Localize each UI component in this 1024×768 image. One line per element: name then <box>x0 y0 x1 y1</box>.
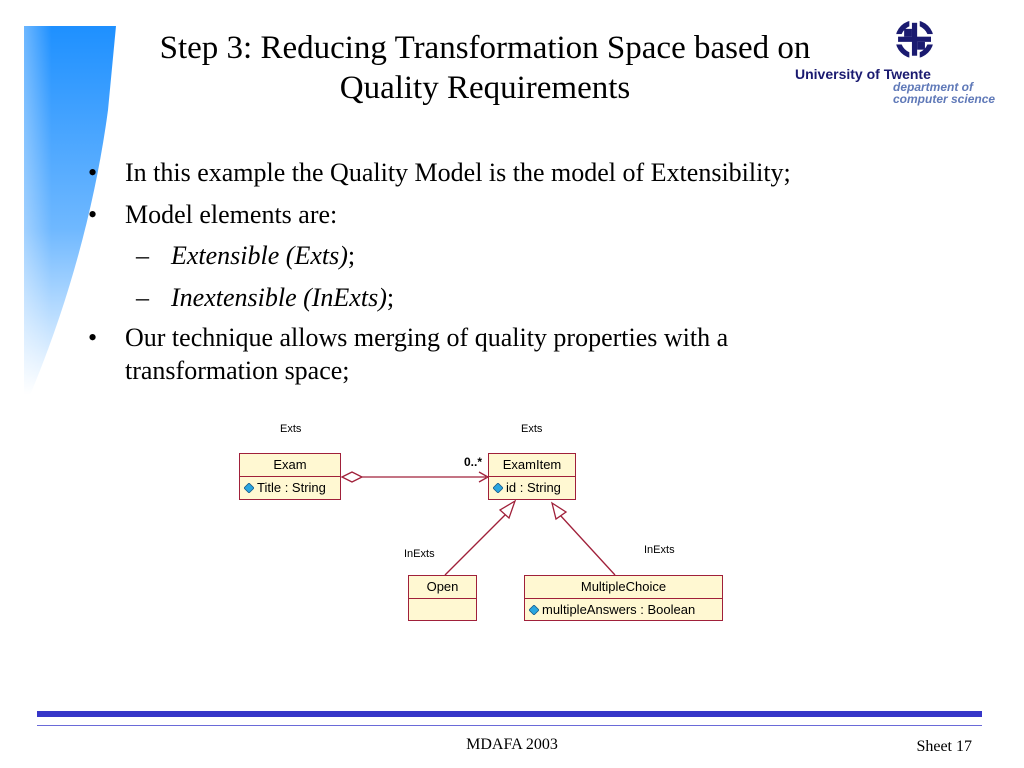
uml-class-multiplechoice[interactable] <box>524 575 723 621</box>
department-line-2: computer science <box>893 92 996 106</box>
class-attribute <box>489 477 575 498</box>
multiplicity-label: 0..* <box>464 455 483 469</box>
sub-bullet-2-suffix: ; <box>386 283 395 312</box>
generalization-line-multiplechoice <box>560 515 615 575</box>
class-attribute-text: multipleAnswers : Boolean <box>542 602 696 617</box>
sub-bullet-2 <box>171 282 394 314</box>
class-attribute <box>240 477 340 498</box>
title-line-1: Step 3: Reducing Transformation Space based on <box>159 30 811 66</box>
bullet-marker: • <box>88 200 98 229</box>
footer-bar <box>37 711 982 717</box>
bullet-2: Model elements are: <box>125 200 338 229</box>
class-name: ExamItem <box>489 454 575 477</box>
sub-bullet-marker: – <box>136 283 149 312</box>
sub-bullet-1-suffix: ; <box>347 241 356 270</box>
footer-divider <box>37 725 982 726</box>
bullet-3-line-2: transformation space; <box>125 356 350 385</box>
sub-bullet-2-italic: Inextensible (InExts) <box>171 283 387 312</box>
department-line-1: department of <box>893 80 974 94</box>
sub-bullet-1-italic: Extensible (Exts) <box>171 241 348 270</box>
class-name: MultipleChoice <box>525 576 722 599</box>
multiplechoice-quality-label: InExts <box>644 544 675 556</box>
uml-class-open[interactable] <box>408 575 477 621</box>
bullet-marker: • <box>88 158 98 187</box>
open-quality-label: InExts <box>404 548 435 560</box>
class-attribute-text: Title : String <box>257 480 326 495</box>
footer-conference: MDAFA 2003 <box>466 736 558 753</box>
generalization-arrow-open <box>500 501 515 518</box>
generalization-line-open <box>445 513 507 575</box>
university-logo-icon <box>892 18 944 64</box>
attribute-diamond-icon <box>529 605 539 615</box>
exam-quality-label: Exts <box>280 423 302 435</box>
sub-bullet-1 <box>171 240 355 272</box>
bullet-marker: • <box>88 323 98 352</box>
attribute-diamond-icon <box>493 483 503 493</box>
class-attribute-compartment <box>409 599 476 619</box>
sub-bullet-marker: – <box>136 241 149 270</box>
bullet-1: In this example the Quality Model is the model of Extensibility; <box>125 158 791 187</box>
aggregation-diamond <box>342 472 362 482</box>
class-name: Open <box>409 576 476 599</box>
university-name: University of Twente <box>795 66 931 82</box>
uml-class-exam[interactable] <box>239 453 341 500</box>
generalization-arrow-multiplechoice <box>552 503 566 519</box>
attribute-diamond-icon <box>244 483 254 493</box>
class-name: Exam <box>240 454 340 477</box>
examitem-quality-label: Exts <box>521 423 543 435</box>
uml-class-examitem[interactable] <box>488 453 576 500</box>
slide-title <box>80 28 890 108</box>
bullet-3-line-1: Our technique allows merging of quality properties with a <box>125 323 729 352</box>
class-attribute-text: id : String <box>506 480 561 495</box>
title-line-2: Quality Requirements <box>339 70 631 106</box>
footer-sheet-number: Sheet 17 <box>916 738 972 755</box>
class-attribute <box>525 599 722 620</box>
